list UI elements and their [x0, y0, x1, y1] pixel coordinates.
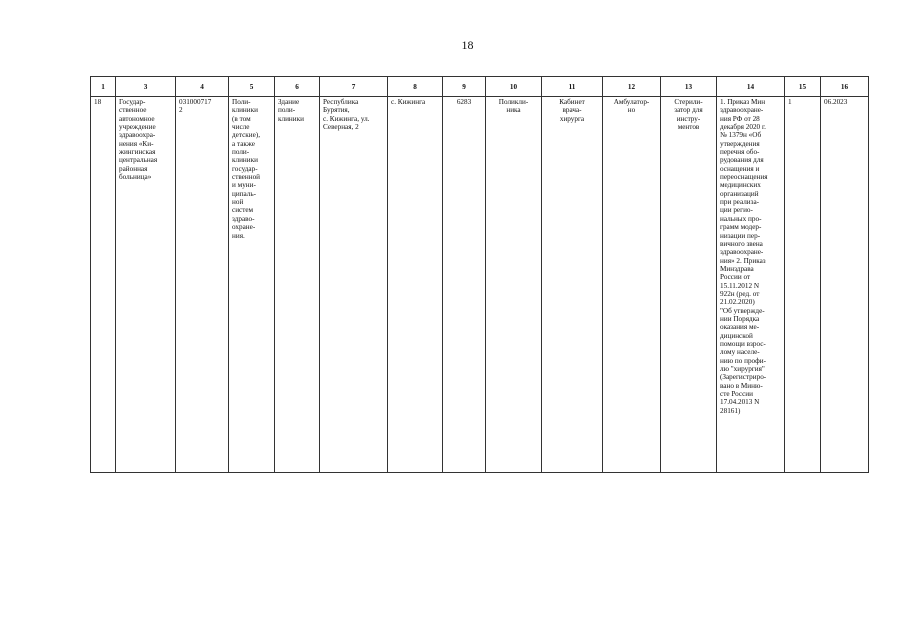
- column-header: 6: [275, 77, 320, 97]
- equipment-name: Стерили- затор для инстру- ментов: [674, 98, 703, 132]
- column-header: 1: [91, 77, 116, 97]
- room: Кабинет врача- хирурга: [559, 98, 585, 123]
- column-header: 4: [176, 77, 229, 97]
- organization-code: 031000717 2: [179, 98, 212, 115]
- table-cell: [388, 97, 443, 473]
- quantity: 1: [788, 98, 792, 106]
- table-cell: [542, 97, 603, 473]
- settlement: с. Кижинга: [391, 98, 426, 106]
- document-table: [90, 76, 869, 473]
- table-cell: [717, 97, 785, 473]
- facility-type: Поли- клиники (в том числе детские), а также поли- клиники государ- ственной и муни- ципаль- ной систем здраво- охране- ния.: [232, 98, 261, 240]
- column-header: 14: [717, 77, 785, 97]
- column-header: 16: [821, 77, 869, 97]
- row-number: 18: [94, 98, 102, 106]
- column-header: 3: [116, 77, 176, 97]
- table-cell: [229, 97, 275, 473]
- table-cell: [176, 97, 229, 473]
- column-header: 11: [542, 77, 603, 97]
- care-conditions: Амбулатор- но: [613, 98, 650, 115]
- table-cell: [785, 97, 821, 473]
- table-cell: [91, 97, 116, 473]
- column-header: 7: [320, 77, 388, 97]
- table-cell: [443, 97, 486, 473]
- table-cell: [486, 97, 542, 473]
- table-cell: [603, 97, 661, 473]
- population: 6283: [456, 98, 472, 106]
- table-cell: [661, 97, 717, 473]
- column-header: 5: [229, 77, 275, 97]
- column-header: 13: [661, 77, 717, 97]
- table-cell: [320, 97, 388, 473]
- table-row: [91, 97, 869, 473]
- regulatory-basis: 1. Приказ Мин здравоохране- ния РФ от 28 декабря 2020 г. № 1379н «Об утверждения перечня обо- рудования для оснащения и переоснащения медицинских организаций при реализа- ции регио- нальных про- грамм модер- низации пер- вичного звена здравоохране- ния» 2. Приказ Минздрава России от 15.11.2012 N 922н (ред. от 21.02.2020) "Об утвержде- нии Порядка оказания ме- дицинской помощи взрос- лому населе- нию по профи- лю "хирургия" (Зарегистриро- вано в Миню- сте России 17.04.2013 N 28161): [720, 98, 768, 415]
- delivery-date: 06.2023: [824, 98, 848, 106]
- address: Республика Бурятия, с. Кижинга, ул. Северная, 2: [323, 98, 370, 132]
- table-cell: [275, 97, 320, 473]
- page-number: 18: [461, 38, 474, 52]
- header-row: [91, 77, 869, 97]
- column-header: 8: [388, 77, 443, 97]
- organization-name: Государ- ственное автономное учреждение здравоохра- нения «Ки- жингинская центральная районная больница»: [119, 98, 158, 182]
- department: Поликли- ника: [498, 98, 529, 115]
- column-header: 15: [785, 77, 821, 97]
- building-name: Здание поли- клиники: [278, 98, 304, 123]
- table-cell: [116, 97, 176, 473]
- column-header: 10: [486, 77, 542, 97]
- column-header: 12: [603, 77, 661, 97]
- table-cell: [821, 97, 869, 473]
- column-header: 9: [443, 77, 486, 97]
